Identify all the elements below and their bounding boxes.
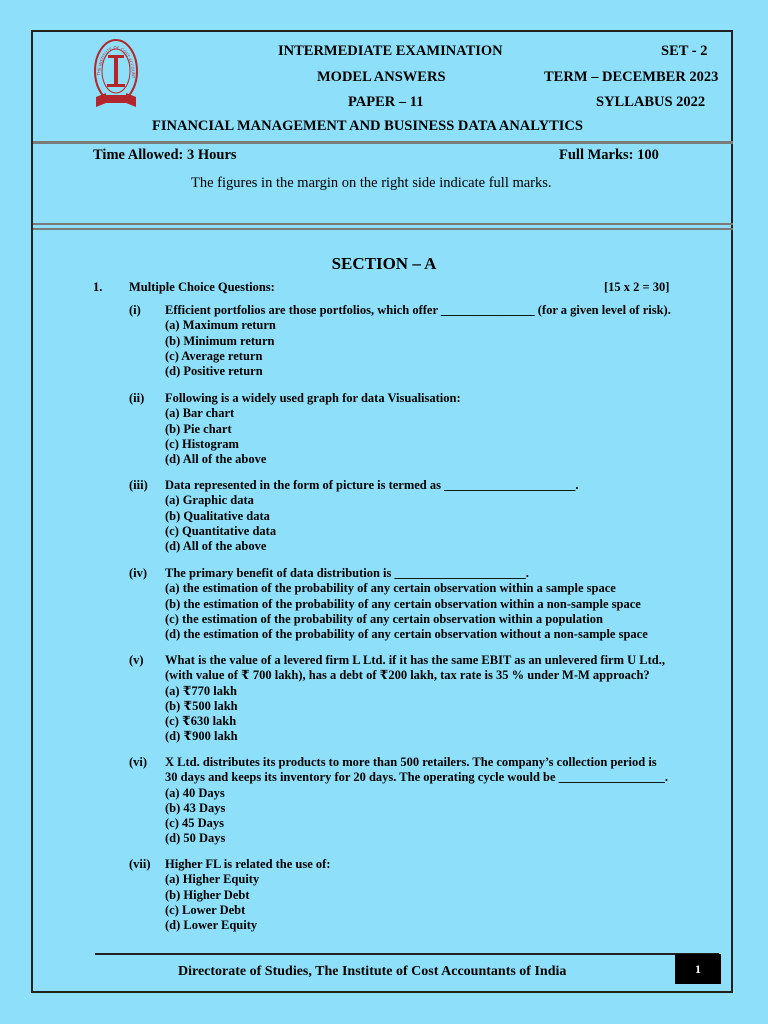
mcq-item-number: (vii) (129, 857, 151, 871)
mcq-option: (d) All of the above (165, 539, 267, 554)
mcq-option: (c) Average return (165, 348, 263, 363)
page-number: 1 (675, 954, 721, 984)
term-label: TERM – DECEMBER 2023 (544, 69, 719, 85)
section-title: SECTION – A (331, 254, 437, 273)
mcq-item (129, 391, 689, 467)
mcq-question-text: Following is a widely used graph for data Visualisation: (165, 391, 461, 405)
mcq-option: (a) Maximum return (165, 318, 276, 333)
mcq-option: (a) Higher Equity (165, 872, 260, 887)
mcq-option: (d) Lower Equity (165, 918, 258, 933)
question-number: 1. (93, 280, 103, 294)
mcq-option: (d) ₹900 lakh (165, 729, 238, 744)
mcq-question-text: X Ltd. distributes its products to more than 500 retailers. The company’s collection period is (165, 755, 657, 769)
mcq-item-body (165, 391, 689, 467)
mcq-item (129, 478, 689, 554)
mcq-option: (d) Positive return (165, 364, 263, 379)
mcq-option: (b) ₹500 lakh (165, 698, 238, 713)
mcq-option: (a) 40 Days (165, 785, 225, 800)
header-divider (33, 141, 733, 144)
mcq-item (129, 755, 689, 847)
instruction-divider-top (33, 223, 733, 225)
mcq-question-text: Data represented in the form of picture is termed as _____________________. (165, 478, 579, 492)
mcq-item (129, 303, 689, 379)
mcq-question-text: The primary benefit of data distribution is _____________________. (165, 566, 529, 580)
mcq-item-number: (iii) (129, 478, 148, 492)
instruction-divider-bottom (33, 228, 733, 230)
paper-label: PAPER – 11 (348, 94, 424, 110)
mcq-item (129, 566, 689, 642)
mcq-question-text: Higher FL is related the use of: (165, 857, 331, 871)
mcq-option: (c) ₹630 lakh (165, 714, 237, 729)
institute-logo (92, 37, 140, 113)
mcq-item-number: (v) (129, 653, 144, 667)
mcq-option: (b) Qualitative data (165, 508, 270, 523)
mcq-option: (c) Lower Debt (165, 902, 246, 917)
subject-title: FINANCIAL MANAGEMENT AND BUSINESS DATA ANALYTICS (152, 118, 583, 134)
instruction-text: The figures in the margin on the right side indicate full marks. (191, 175, 552, 191)
mcq-option: (c) Histogram (165, 436, 239, 451)
set-label: SET - 2 (661, 43, 708, 59)
svg-text:THE INSTITUTE OF COST ACCOUNTA: THE INSTITUTE OF COST ACCOUNT (96, 44, 137, 78)
full-marks: Full Marks: 100 (559, 147, 659, 163)
mcq-option: (a) Bar chart (165, 406, 235, 421)
mcq-item-number: (i) (129, 303, 141, 317)
time-allowed: Time Allowed: 3 Hours (93, 147, 237, 163)
model-answers-label: MODEL ANSWERS (317, 69, 446, 85)
footer-text: Directorate of Studies, The Institute of Cost Accountants of India (178, 964, 567, 979)
question-title: Multiple Choice Questions: (129, 280, 275, 294)
question-marks: [15 x 2 = 30] (604, 280, 670, 294)
mcq-item-body (165, 478, 689, 554)
mcq-question-text: Efficient portfolios are those portfolios, which offer _______________ (for a given level of risk). (165, 303, 671, 317)
mcq-option: (c) the estimation of the probability of any certain observation within a population (165, 611, 603, 626)
mcq-option: (c) 45 Days (165, 816, 225, 831)
mcq-item-body (165, 653, 689, 745)
mcq-option: (b) 43 Days (165, 800, 226, 815)
mcq-item-body (165, 566, 689, 642)
mcq-item (129, 857, 689, 933)
mcq-question-text: (with value of ₹ 700 lakh), has a debt of ₹200 lakh, tax rate is 35 % under M-M approach? (165, 668, 650, 683)
mcq-item-body (165, 303, 689, 379)
mcq-item-body (165, 857, 689, 933)
mcq-item-body (165, 755, 689, 847)
mcq-item-number: (iv) (129, 566, 148, 580)
mcq-item (129, 653, 689, 745)
mcq-option: (c) Quantitative data (165, 523, 277, 538)
mcq-option: (a) ₹770 lakh (165, 683, 237, 698)
syllabus-label: SYLLABUS 2022 (596, 94, 706, 110)
mcq-option: (a) Graphic data (165, 493, 254, 508)
mcq-option: (b) the estimation of the probability of any certain observation within a non-sample space (165, 596, 641, 611)
mcq-item-number: (vi) (129, 755, 148, 769)
mcq-question-text: What is the value of a levered firm L Ltd. if it has the same EBIT as an unlevered firm U Ltd., (165, 653, 665, 667)
mcq-option: (d) All of the above (165, 452, 267, 467)
mcq-option: (b) Minimum return (165, 333, 275, 348)
mcq-option: (d) the estimation of the probability of any certain observation without a non-sample space (165, 627, 648, 642)
exam-title: INTERMEDIATE EXAMINATION (278, 43, 503, 59)
mcq-option: (b) Higher Debt (165, 887, 250, 902)
mcq-option: (b) Pie chart (165, 421, 232, 436)
mcq-question-text: 30 days and keeps its inventory for 20 days. The operating cycle would be _________________. (165, 770, 669, 785)
footer-rule (95, 953, 719, 955)
mcq-item-number: (ii) (129, 391, 145, 405)
mcq-option: (a) the estimation of the probability of any certain observation within a sample space (165, 581, 616, 596)
mcq-option: (d) 50 Days (165, 831, 226, 846)
